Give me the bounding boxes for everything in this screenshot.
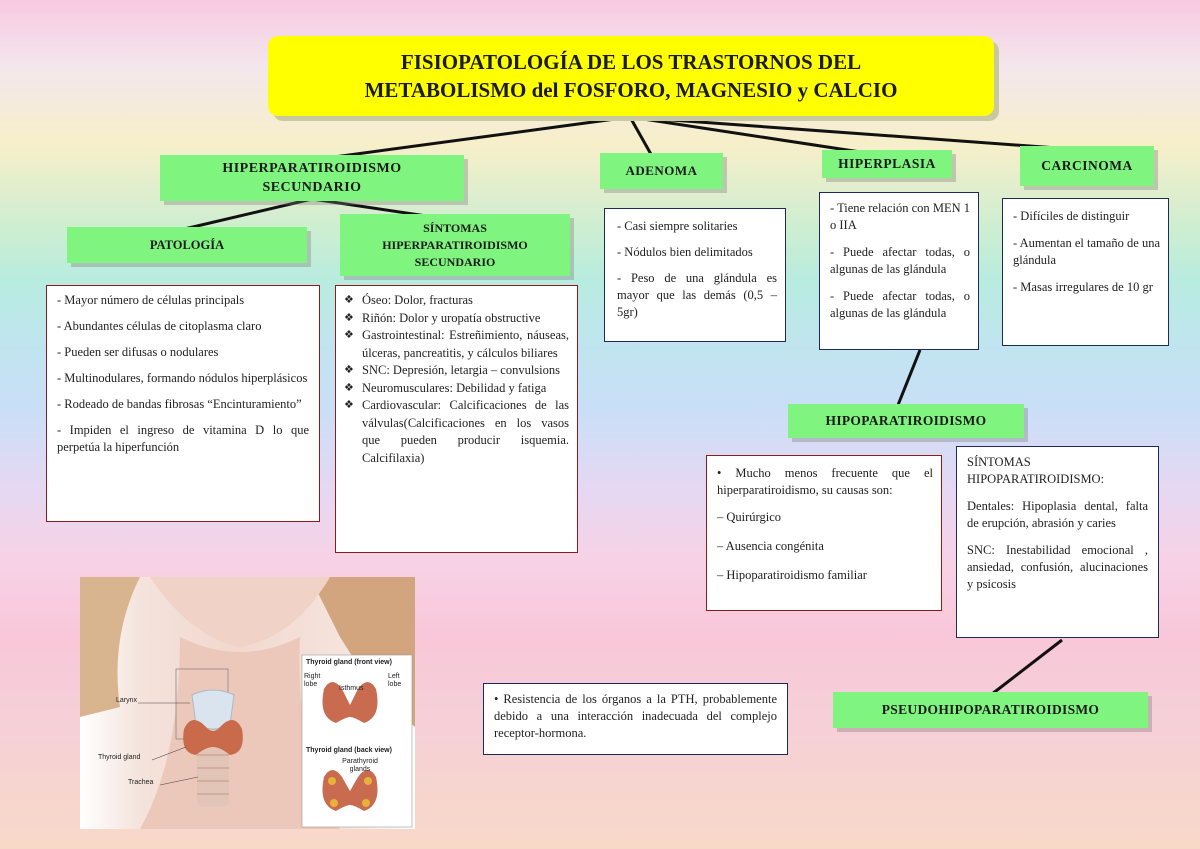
patologia-item: - Multinodulares, formando nódulos hiperplásicos: [57, 371, 308, 385]
trachea-label: Trachea: [128, 779, 154, 786]
connector-sintomas-pseudo: [992, 640, 1062, 694]
hiperplasia-item: - Tiene relación con MEN 1 o IIA: [830, 201, 970, 232]
hiperplasia-label: HIPERPLASIA: [838, 156, 936, 171]
carcinoma-list: [1002, 198, 1169, 346]
hipo-causes-box: [706, 455, 942, 611]
hiper-secundario-line2: SECUNDARIO: [262, 180, 362, 195]
sintomas-hiper-list: [335, 285, 578, 553]
isthmus-label: Isthmus: [339, 685, 364, 692]
carcinoma-item: - Aumentan el tamaño de una glándula: [1013, 236, 1160, 267]
sintomas-hiper-line2: HIPERPARATIROIDISMO: [382, 237, 528, 252]
connector-title-hiper: [312, 117, 630, 160]
carcinoma-item: - Difíciles de distinguir: [1013, 209, 1130, 223]
diamond-bullet-icon: ❖: [344, 311, 354, 324]
hiper-secundario-line1: HIPERPARATIROIDISMO: [222, 161, 402, 176]
diamond-bullet-icon: ❖: [344, 364, 354, 376]
patologia-label: PATOLOGÍA: [149, 237, 225, 252]
adenoma-box: [600, 153, 723, 189]
pseudo-label: PSEUDOHIPOPARATIROIDISMO: [881, 702, 1100, 717]
adenoma-item: - Casi siempre solitaries: [617, 219, 738, 233]
pseudo-text: • Resistencia de los órganos a la PTH, probablemente debido a una interacción inadecuada del complejo receptor-hormona.: [494, 692, 777, 740]
hipoparatiroidismo-box: [788, 404, 1024, 438]
carcinoma-label: CARCINOMA: [1041, 158, 1133, 173]
larynx-label: Larynx: [116, 697, 138, 704]
adenoma-item: - Nódulos bien delimitados: [617, 245, 753, 259]
adenoma-list: [604, 208, 786, 342]
pseudo-text-box: [483, 683, 788, 755]
patologia-item: - Pueden ser difusas o nodulares: [57, 345, 219, 359]
patologia-item: - Abundantes células de citoplasma claro: [57, 319, 262, 333]
sintoma-item: ❖ Neuromusculares: Debilidad y fatiga: [344, 380, 569, 398]
sintomas-hiper-box: [340, 214, 570, 276]
sintoma-item: ❖ SNC: Depresión, letargia – convulsions: [344, 362, 569, 380]
hipo-sintomas-box: [956, 446, 1159, 638]
pseudo-box: [833, 692, 1148, 728]
hipo-snc: SNC: Inestabilidad emocional , ansiedad, confusión, alucinaciones y psicosis: [967, 543, 1148, 591]
hiperplasia-box: [822, 150, 952, 178]
hiperplasia-item: - Puede afectar todas, o algunas de las glándula: [830, 245, 970, 276]
hiper-secundario-box: [160, 155, 464, 201]
connector-title-carcinoma: [630, 117, 1085, 150]
thyroid-illustration: [80, 577, 415, 829]
hipo-sintomas-title: SÍNTOMAS HIPOPARATIROIDISMO:: [967, 455, 1105, 486]
sintoma-item: ❖ Gastrointestinal: Estreñimiento, náuseas, úlceras, pancreatitis, y cálculos biliares: [344, 327, 569, 362]
front-view-title: Thyroid gland (front view): [306, 659, 392, 666]
sintomas-hiper-line1: SÍNTOMAS: [423, 220, 487, 235]
patologia-list: [46, 285, 320, 522]
hiperplasia-list: [819, 192, 979, 350]
diamond-bullet-icon: ❖: [344, 294, 354, 306]
back-view-title: Thyroid gland (back view): [306, 747, 392, 754]
left-lobe-label: Left lobe: [388, 673, 402, 688]
hiperplasia-item: - Puede afectar todas, o algunas de las glándula: [830, 289, 970, 320]
sintoma-item: ❖ Riñón: Dolor y uropatía obstructive: [344, 310, 569, 328]
diamond-bullet-icon: ❖: [344, 381, 354, 394]
hipo-cause: – Ausencia congénita: [717, 539, 824, 553]
diamond-bullet-icon: ❖: [344, 329, 354, 341]
title-line-1: FISIOPATOLOGÍA DE LOS TRASTORNOS DEL: [400, 50, 862, 74]
right-lobe-label: Right lobe: [304, 673, 321, 688]
connector-hiperplasia-hipo: [898, 350, 920, 405]
patologia-box: [67, 227, 307, 263]
hipo-dentales: Dentales: Hipoplasia dental, falta de erupción, abrasión y caries: [967, 499, 1148, 530]
main-title: [268, 36, 994, 116]
adenoma-item: - Peso de una glándula es mayor que las demás (0,5 – 5gr): [617, 271, 777, 319]
patologia-item: - Impiden el ingreso de vitamina D lo que perpetúa la hiperfunción: [57, 423, 309, 454]
thyroid-label: Thyroid gland: [98, 754, 141, 761]
hipo-cause: – Hipoparatiroidismo familiar: [717, 568, 867, 582]
carcinoma-box: [1020, 146, 1154, 186]
hipoparatiroidismo-label: HIPOPARATIROIDISMO: [825, 413, 987, 428]
sintomas-hiper-line3: SECUNDARIO: [414, 254, 496, 269]
patologia-item: - Rodeado de bandas fibrosas “Encinturamiento”: [57, 397, 302, 411]
connector-hiper-patologia: [180, 199, 312, 230]
parathyroid-label: Parathyroid glands: [342, 758, 378, 773]
sintoma-item: ❖ Cardiovascular: Calcificaciones de las válvulas(Calcificaciones en los vasos que pueden producir isquemia. Calcifilaxia): [344, 397, 569, 467]
title-line-2: METABOLISMO del FOSFORO, MAGNESIO y CALCIO: [364, 78, 898, 102]
patologia-item: - Mayor número de células principals: [57, 293, 245, 307]
hipo-intro: • Mucho menos frecuente que el hiperparatiroidismo, su causas son:: [717, 466, 933, 497]
sintoma-item: ❖ Óseo: Dolor, fracturas: [344, 292, 569, 310]
diamond-bullet-icon: ❖: [344, 399, 354, 411]
hipo-cause: – Quirúrgico: [717, 510, 781, 524]
carcinoma-item: - Masas irregulares de 10 gr: [1013, 280, 1153, 294]
adenoma-label: ADENOMA: [625, 163, 698, 178]
connector-title-adenoma: [630, 117, 652, 156]
